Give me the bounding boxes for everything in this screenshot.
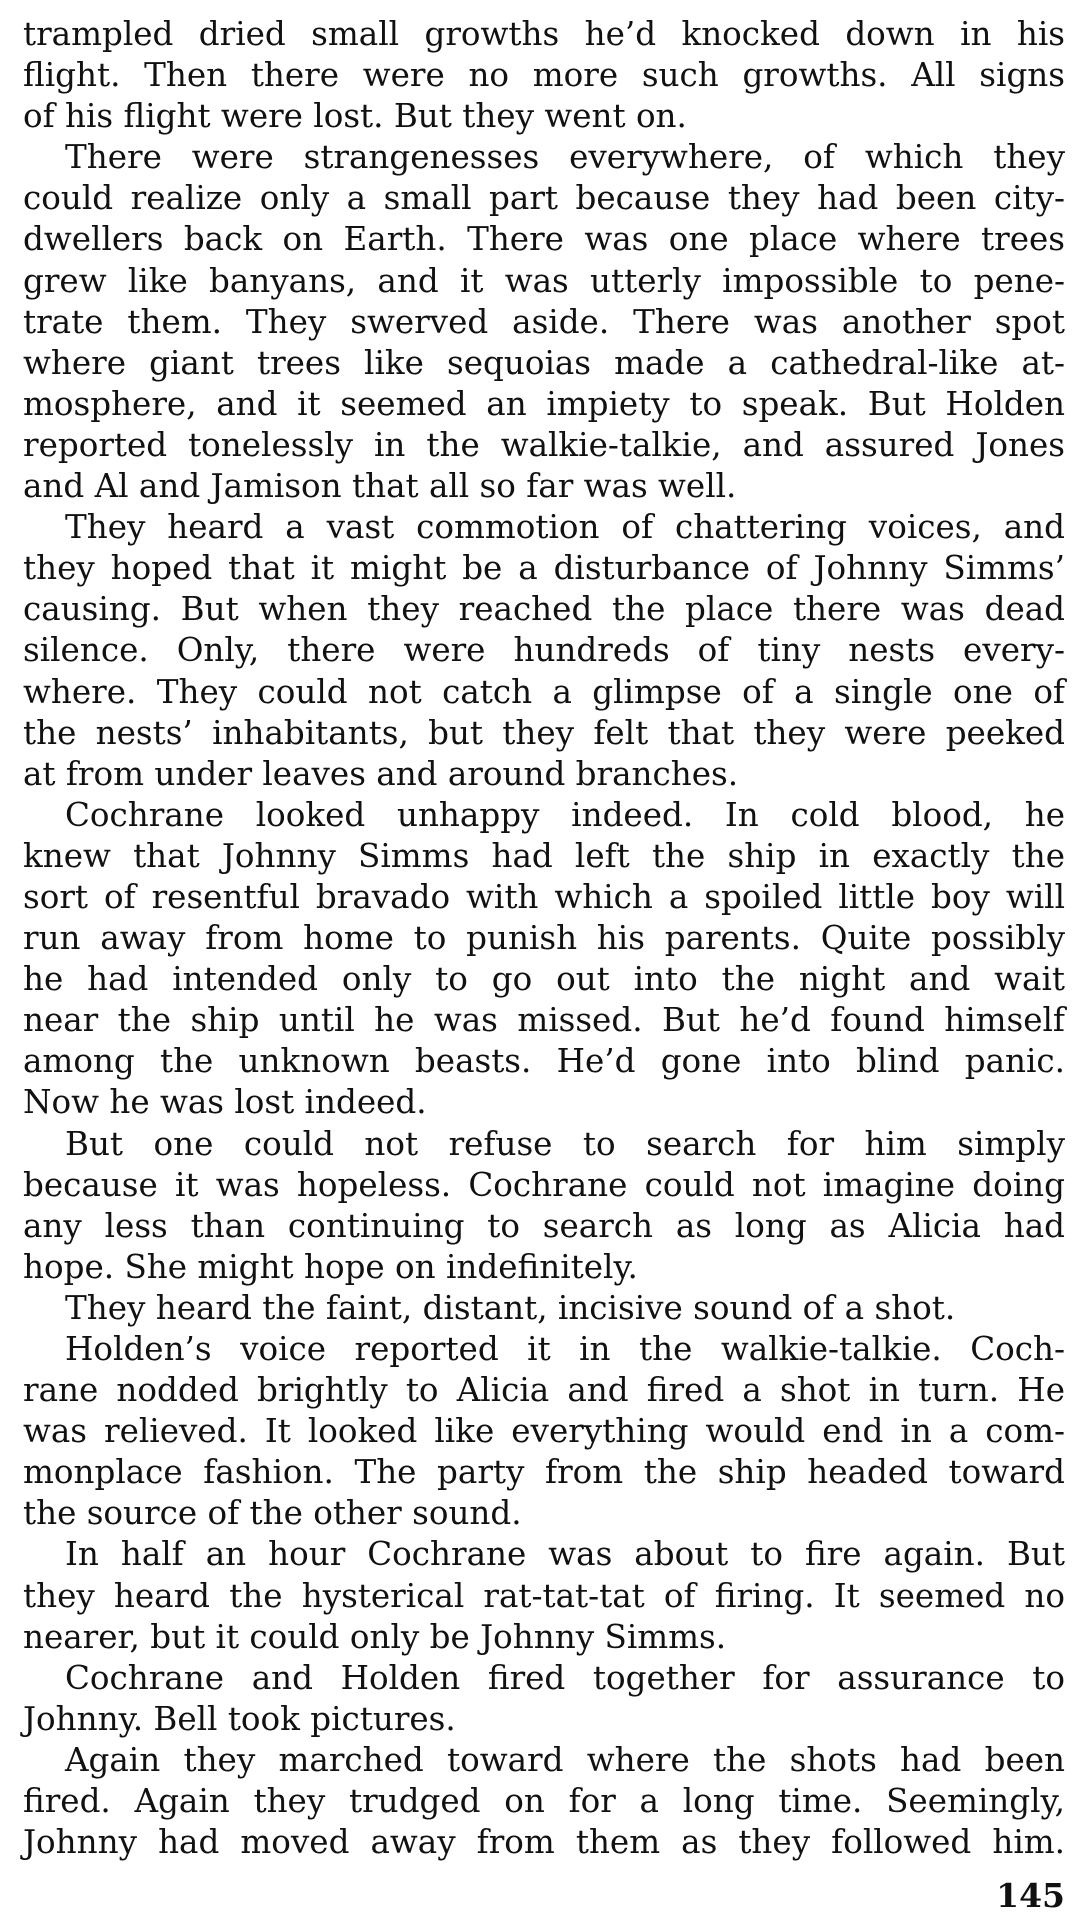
text-line: Cochrane and Holden fired together for assurance to [65, 1658, 1065, 1697]
text-line: could realize only a small part because they had been city- [23, 179, 1065, 218]
text-line: silence. Only, there were hundreds of tiny nests every- [23, 631, 1065, 670]
text-line: causing. But when they reached the place there was dead [23, 590, 1065, 629]
paragraph [23, 1534, 1065, 1657]
text-line: the nests’ inhabitants, but they felt that they were peeked [23, 713, 1065, 752]
paragraph [23, 507, 1065, 795]
text-line: They heard a vast commotion of chattering voices, and [65, 508, 1065, 547]
paragraph [23, 1740, 1065, 1863]
text-line: of his flight were lost. But they went on. [23, 97, 687, 136]
paragraph [23, 1124, 1065, 1288]
text-line: Holden’s voice reported it in the walkie-talkie. Coch- [65, 1330, 1065, 1368]
paragraph [23, 137, 1065, 507]
text-line: where. They could not catch a glimpse of a single one of [23, 672, 1065, 711]
text-line: In half an hour Cochrane was about to fire again. But [65, 1535, 1065, 1574]
text-line: the source of the other sound. [23, 1494, 522, 1533]
text-line: he had intended only to go out into the night and wait [23, 960, 1065, 999]
text-line: they hoped that it might be a disturbance of Johnny Simms’ [23, 549, 1065, 588]
text-line: dwellers back on Earth. There was one place where trees [23, 220, 1065, 259]
text-line: where giant trees like sequoias made a cathedral-like at- [23, 343, 1065, 382]
text-line: Cochrane looked unhappy indeed. In cold blood, he [65, 795, 1065, 834]
body-text [23, 14, 1065, 1863]
text-line: hope. She might hope on indefinitely. [23, 1247, 638, 1286]
page-number: 145 [996, 1876, 1065, 1915]
text-line: near the ship until he was missed. But he’d found himself [23, 1001, 1065, 1040]
text-line: Johnny had moved away from them as they followed him. [23, 1823, 1065, 1862]
text-line: nearer, but it could only be Johnny Simms. [23, 1617, 727, 1656]
text-line: trampled dried small growths he’d knocked down in his [23, 15, 1065, 53]
text-line: There were strangenesses everywhere, of which they [65, 138, 1065, 177]
text-line: any less than continuing to search as long as Alicia had [23, 1206, 1065, 1245]
text-line: fired. Again they trudged on for a long time. Seemingly, [23, 1782, 1065, 1821]
text-line: reported tonelessly in the walkie-talkie, and assured Jones [23, 425, 1065, 464]
paragraph [23, 795, 1065, 1124]
text-line: Now he was lost indeed. [23, 1083, 427, 1122]
paragraph [23, 1658, 1065, 1740]
text-line: and Al and Jamison that all so far was well. [23, 467, 737, 506]
text-line: because it was hopeless. Cochrane could not imagine doing [23, 1165, 1065, 1204]
text-line: Again they marched toward where the shots had been [65, 1740, 1065, 1779]
text-line: at from under leaves and around branches. [23, 754, 739, 793]
text-line: trate them. They swerved aside. There was another spot [23, 302, 1065, 341]
text-line: was relieved. It looked like everything would end in a com- [23, 1412, 1065, 1451]
text-line: monplace fashion. The party from the ship headed toward [23, 1453, 1065, 1492]
paragraph [23, 1329, 1065, 1534]
text-line: grew like banyans, and it was utterly impossible to pene- [23, 261, 1065, 300]
text-line: flight. Then there were no more such growths. All signs [23, 56, 1065, 95]
paragraph [23, 14, 1065, 137]
text-line: sort of resentful bravado with which a spoiled little boy will [23, 877, 1065, 916]
text-line: they heard the hysterical rat-tat-tat of firing. It seemed no [23, 1576, 1065, 1615]
text-line: mosphere, and it seemed an impiety to speak. But Holden [23, 384, 1065, 423]
paragraph [23, 1288, 1065, 1329]
text-line: knew that Johnny Simms had left the ship in exactly the [23, 836, 1065, 875]
text-line: Johnny. Bell took pictures. [23, 1699, 456, 1738]
text-line: among the unknown beasts. He’d gone into blind panic. [23, 1042, 1065, 1081]
text-line: rane nodded brightly to Alicia and fired a shot in turn. He [23, 1371, 1065, 1410]
text-line: But one could not refuse to search for him simply [65, 1124, 1065, 1163]
text-line: run away from home to punish his parents. Quite possibly [23, 919, 1065, 958]
text-line: They heard the faint, distant, incisive sound of a shot. [65, 1288, 956, 1327]
